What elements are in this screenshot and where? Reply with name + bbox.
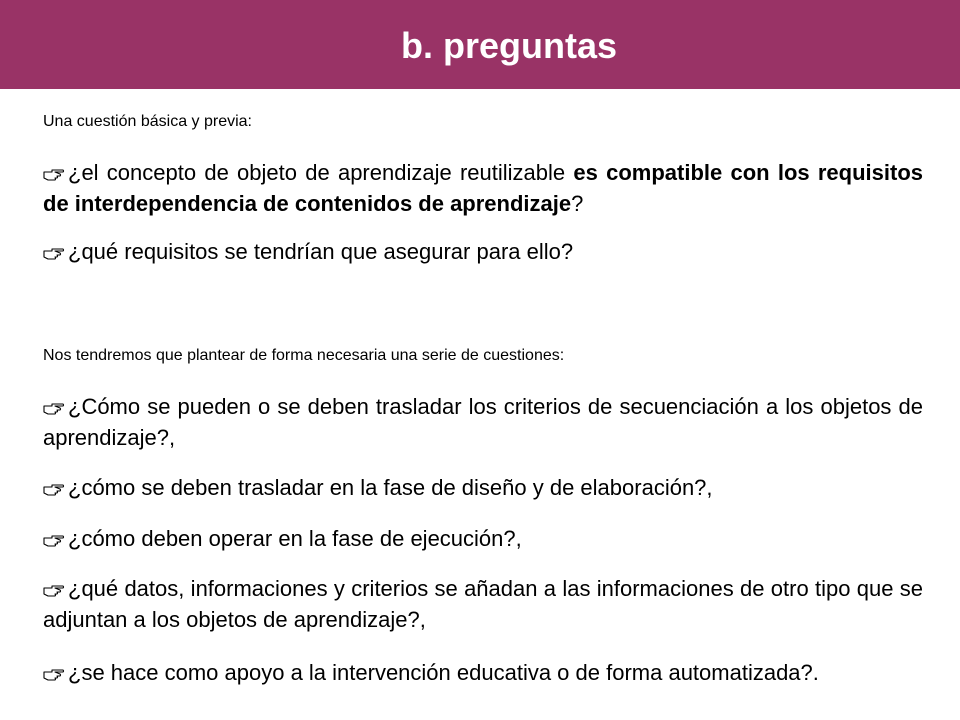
bullet-item — [43, 157, 923, 219]
bullet-item — [43, 391, 923, 453]
pointing-hand-icon — [43, 402, 65, 416]
pointing-hand-icon — [43, 668, 65, 682]
bullet-text: ¿Cómo se pueden o se deben trasladar los criterios de secuenciación a los objetos de aprendizaje?, — [43, 394, 923, 450]
pointing-hand-icon — [43, 534, 65, 548]
pointing-hand-icon — [43, 584, 65, 598]
pointing-hand-icon — [43, 483, 65, 497]
bullet-text: ¿cómo se deben trasladar en la fase de diseño y de elaboración?, — [68, 475, 713, 500]
bullet-text-plain: ? — [571, 191, 584, 216]
slide-title: b. preguntas — [400, 24, 618, 66]
section-2-intro: Nos tendremos que plantear de forma necesaria una serie de cuestiones: — [43, 347, 565, 364]
bullet-text-bold: es compatible con los requisitos de interdependencia de contenidos de aprendizaje — [43, 160, 923, 216]
bullet-item — [43, 523, 923, 554]
bullet-item — [43, 472, 923, 503]
bullet-text-plain: ¿el concepto de objeto de aprendizaje reutilizable — [68, 160, 574, 185]
pointing-hand-icon — [43, 168, 65, 182]
bullet-item — [43, 573, 923, 635]
bullet-text: ¿qué datos, informaciones y criterios se añadan a las informaciones de otro tipo que se adjuntan a los objetos de aprendizaje?, — [43, 576, 923, 632]
pointing-hand-icon — [43, 247, 65, 261]
bullet-text: ¿cómo deben operar en la fase de ejecución?, — [68, 526, 522, 551]
section-1-intro: Una cuestión básica y previa: — [43, 113, 252, 130]
title-bar — [0, 0, 960, 89]
bullet-text: ¿se hace como apoyo a la intervención educativa o de forma automatizada?. — [68, 660, 819, 685]
bullet-item — [43, 657, 923, 688]
bullet-item — [43, 236, 923, 267]
bullet-text: ¿qué requisitos se tendrían que asegurar para ello? — [68, 239, 574, 264]
